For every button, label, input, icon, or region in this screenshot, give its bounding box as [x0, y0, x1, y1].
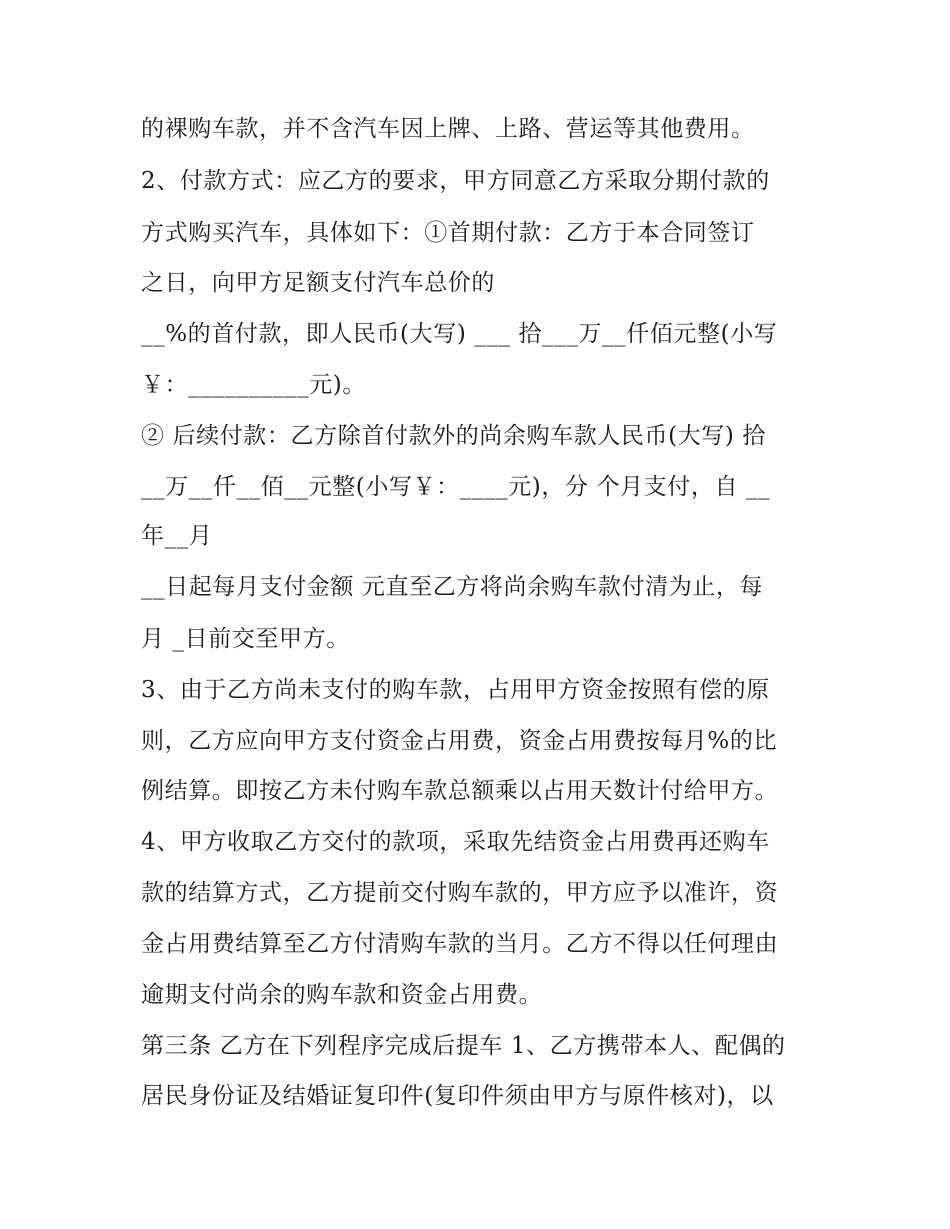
text-line: 年__月 [141, 523, 213, 549]
text-line: 3、由于乙方尚未支付的购车款，占用甲方资金按照有偿的原 [141, 677, 770, 703]
text-line: ② 后续付款：乙方除首付款外的尚余购车款人民币(大写) 拾 [141, 423, 766, 449]
text-line: 之日，向甲方足额支付汽车总价的 [141, 270, 495, 296]
text-line: 则，乙方应向甲方支付资金占用费，资金占用费按每月%的比 [141, 728, 778, 754]
text-line: 的裸购车款，并不含汽车因上牌、上路、营运等其他费用。 [141, 116, 755, 142]
text-line: 4、甲方收取乙方交付的款项，采取先结资金占用费再还购车 [141, 829, 770, 855]
text-line: ￥：__________元)。 [141, 372, 366, 398]
text-line: 月 _日前交至甲方。 [141, 626, 350, 652]
text-line: __万__仟__佰__元整(小写￥：____元)，分 个月支付，自 __ [141, 474, 771, 500]
text-line: 例结算。即按乙方未付购车款总额乘以占用天数计付给甲方。 [141, 778, 779, 804]
text-line: __%的首付款，即人民币(大写) ___ 拾___万__仟佰元整(小写 [141, 321, 778, 347]
text-line: __日起每月支付金额 元直至乙方将尚余购车款付清为止，每 [141, 574, 764, 600]
text-line: 方式购买汽车，具体如下：①首期付款：乙方于本合同签订 [141, 220, 755, 246]
text-line: 第三条 乙方在下列程序完成后提车 1、乙方携带本人、配偶的 [141, 1033, 786, 1059]
text-line: 逾期支付尚余的购车款和资金占用费。 [141, 982, 543, 1008]
text-line: 居民身份证及结婚证复印件(复印件须由甲方与原件核对)，以 [141, 1083, 774, 1109]
text-line: 2、付款方式：应乙方的要求，甲方同意乙方采取分期付款的 [141, 168, 770, 194]
text-line: 金占用费结算至乙方付清购车款的当月。乙方不得以任何理由 [141, 931, 779, 957]
text-line: 款的结算方式，乙方提前交付购车款的，甲方应予以准许，资 [141, 880, 779, 906]
